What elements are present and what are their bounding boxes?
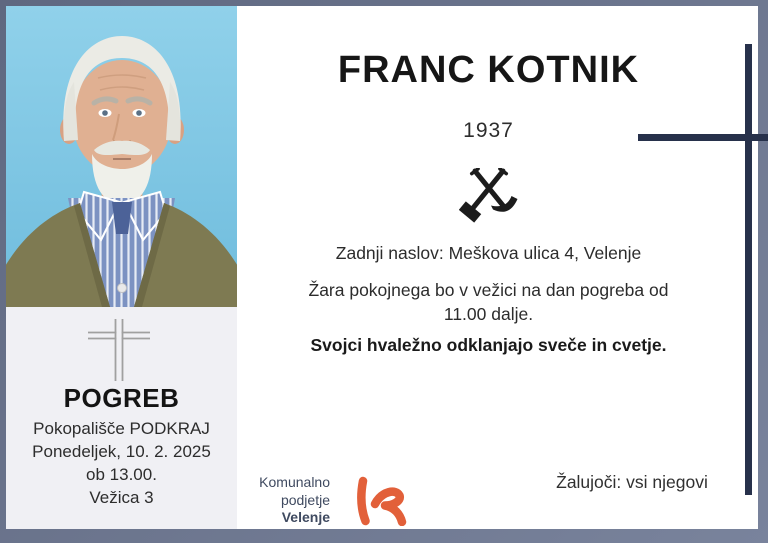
urn-info-line1: Žara pokojnega bo v vežici na dan pogreba od <box>308 280 669 300</box>
corner-cross-icon <box>638 134 768 141</box>
company-logo-icon <box>352 476 412 526</box>
company-name <box>190 474 330 527</box>
corner-cross-icon <box>745 44 752 495</box>
company-name-line3: Velenje <box>281 509 330 525</box>
obituary-card <box>6 6 758 529</box>
birth-year: 1937 <box>463 119 514 142</box>
deceased-name: FRANC KOTNIK <box>337 49 640 91</box>
urn-info <box>237 278 740 326</box>
family-request: Svojci hvaležno odklanjajo sveče in cvetje. <box>310 335 667 355</box>
mourners-line: Žalujoči: vsi njegovi <box>556 472 708 492</box>
memorial-cross-icon <box>88 319 150 381</box>
urn-info-line2: 11.00 dalje. <box>443 304 534 324</box>
funeral-cemetery: Pokopališče PODKRAJ <box>33 419 210 438</box>
funeral-date: Ponedeljek, 10. 2. 2025 <box>32 442 211 461</box>
notice-body <box>237 6 758 529</box>
funeral-heading: POGREB <box>63 383 180 413</box>
company-name-line1: Komunalno <box>259 474 330 490</box>
portrait-illustration <box>6 6 237 307</box>
company-name-line2: podjetje <box>280 491 330 508</box>
deceased-photo <box>6 6 237 307</box>
hammer-and-pick-icon <box>459 168 519 230</box>
funeral-chapel: Vežica 3 <box>89 488 154 507</box>
last-address: Zadnji naslov: Meškova ulica 4, Velenje <box>335 243 642 263</box>
funeral-time: ob 13.00. <box>86 465 157 484</box>
